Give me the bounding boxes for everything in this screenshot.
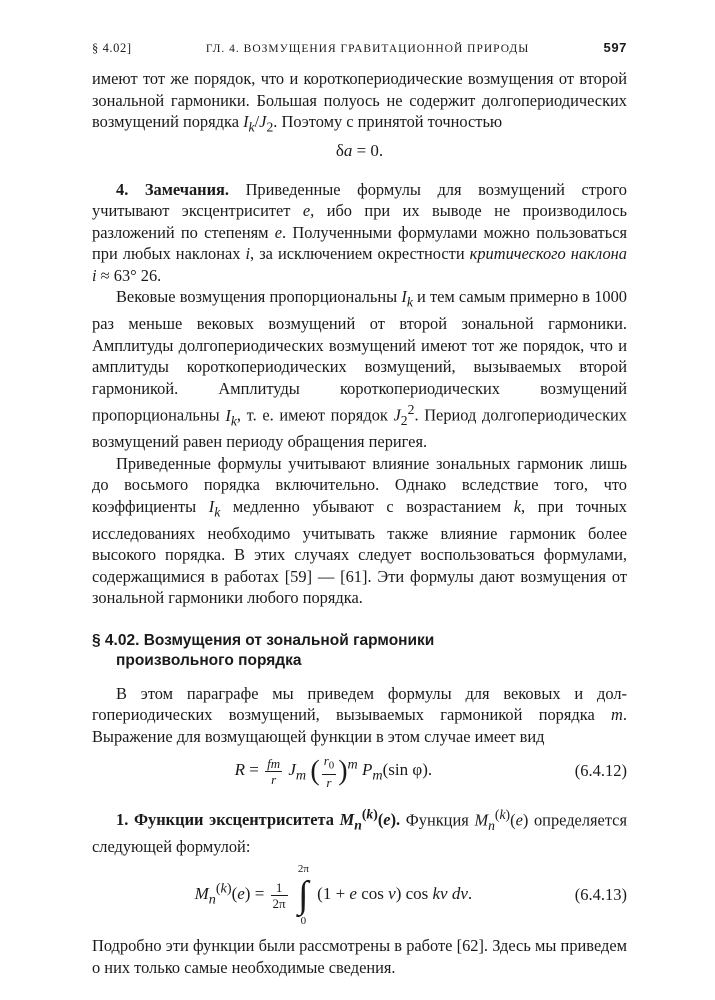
equation-6-4-13 xyxy=(92,863,627,927)
subsection-heading: 1. Функции эксцентриситета $M_n^{(k)}(e)$. xyxy=(116,806,401,833)
header-title: ГЛ. 4. ВОЗМУЩЕНИЯ ГРАВИТАЦИОННОЙ ПРИРОДЫ xyxy=(205,43,530,55)
paragraph-continuation: имеют тот же порядок, что и короткопериодические возмущения от второй зональной гармоники. Большая полуось не содержит долгопериодических возмущений порядка $I_k/J_2$. Поэтому с принятой точностью xyxy=(92,69,627,135)
running-head xyxy=(92,40,627,56)
section-heading-line2: произвольного порядка xyxy=(116,651,302,669)
equation-6-4-12 xyxy=(92,753,627,790)
section-heading-line1: § 4.02. Возмущения от зональной гармоники xyxy=(92,631,435,649)
paragraph-eccentricity-functions: 1. Функции эксцентриситета $M_n^{(k)}(e)$. Функция $M_n^{(k)}(e)$ определяется следующей формулой: xyxy=(92,806,627,856)
paragraph-remarks: 4. Замечания. Приведенные формулы для возмущений строго учитывают эксцентриситет e, ибо при их выводе не производилось разложений по степеням e. Полученными формулами можно пользоваться при любых наклонах i, за исключением окрестности критического наклона i ≈ 63° 26. xyxy=(92,179,628,285)
equation-body: R = $\frac{fm}{r}$ $J_m$ ( $\frac{r_0}{r}$ )$^m$ $P_m(\sin$ φ). xyxy=(234,753,433,790)
page xyxy=(92,40,627,978)
paragraph-higher-order: Приведенные формулы учитывают влияние зональных гармоник лишь до восьмого порядка включительно. Однако вследствие того, что коэффициенты $I_k$ медленно убывают с возрастанием k, при точных исследованиях необходимо учитывать также влияние гармоник более высокого порядка. В этих случаях следует воспользоваться формулами, содержащимися в работах [59] — [61]. Эти формулы дают возмущения от зональной гармоники любого порядка. xyxy=(92,453,627,608)
remarks-heading: 4. Замечания. xyxy=(116,179,230,199)
header-section: § 4.02] xyxy=(92,41,132,55)
equation-body: $M_n^{(k)}(e)$ = $\frac{1}{2\pi}$ 2π ∫ 0 (1 + e cos v) cos kv dv. xyxy=(194,863,473,928)
paragraph-intro: В этом параграфе мы приведем формулы для вековых и долгопериодических возмущений, вызываемых гармоникой порядка m. Выражение для возмущающей функции в этом случае имеет вид xyxy=(92,683,627,746)
page-number: 597 xyxy=(603,40,627,55)
formula-delta-a: δa = 0. xyxy=(335,140,384,160)
equation-number: (6.4.12) xyxy=(574,761,627,781)
paragraph-final: Подробно эти функции были рассмотрены в работе [62]. Здесь мы приведем о них только самые необходимые сведения. xyxy=(92,936,627,977)
equation-number: (6.4.13) xyxy=(574,885,627,905)
paragraph-secular: Вековые возмущения пропорциональны $I_k$ и тем самым примерно в 1000 раз меньше вековых возмущений от второй зональной гармоники. Амплитуды долгопериодических возмущений имеют тот же порядок, что и амплитуды короткопериодических возмущений, вызываемых второй гармоникой. Амплитуды короткопериодических возмущений пропорциональны $I_k$, т. е. имеют порядок $J_2^2$. Период долгопериодических возмущений равен периоду обращения перигея. xyxy=(92,287,628,452)
section-heading xyxy=(92,631,627,671)
integral-sign: 2π ∫ 0 xyxy=(297,863,309,928)
